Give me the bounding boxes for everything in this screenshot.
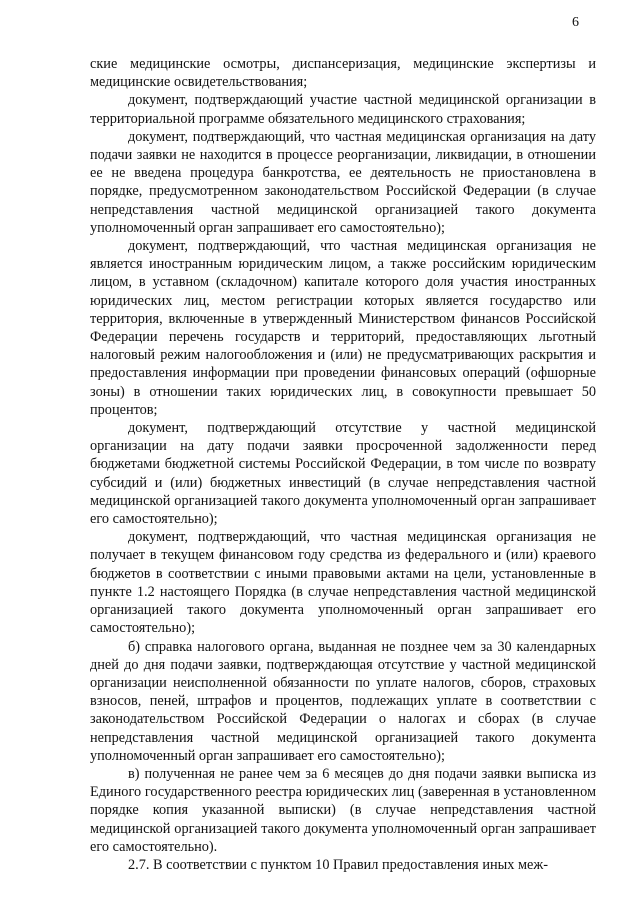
paragraph-6: документ, подтверждающий, что частная медицинская организация не получает в текущем финансовом году средства из федерального и (или) краевого бюджетов в соответствии с иными правовыми актами на цели, установленные в пункте 1.2 настоящего Порядка (в случае непредставления частной медицинской организацией такого документа уполномоченный орган запрашивает его самостоятельно); [90, 529, 596, 637]
paragraph-9: 2.7. В соответствии с пунктом 10 Правил предоставления иных меж- [128, 856, 548, 873]
paragraph-2: документ, подтверждающий участие частной медицинской организации в территориальной программе обязательного медицинского страхования; [90, 92, 596, 127]
paragraph-3: документ, подтверждающий, что частная медицинская организация на дату подачи заявки не находится в процессе реорганизации, ликвидации, в отношении ее не введена процедура банкротства, ее деятельность не приостановлена в порядке, предусмотренном законодательством Российской Федерации (в случае непредставления частной медицинской организацией такого документа уполномоченный орган запрашивает его самостоятельно); [90, 128, 596, 236]
page-number: 6 [572, 15, 579, 30]
paragraph-7: б) справка налогового органа, выданная не позднее чем за 30 календарных дней до дня подачи заявки, подтверждающая отсутствие у частной медицинской организации неисполненной обязанности по уплате налогов, сборов, страховых взносов, пеней, штрафов и процентов, подлежащих уплате в соответствии с законодательством Российской Федерации о налогах и сборах (в случае непредставления частной медицинской организацией такого документа уполномоченный орган запрашивает его самостоятельно); [90, 638, 596, 764]
paragraph-8: в) полученная не ранее чем за 6 месяцев до дня подачи заявки выписка из Единого государственного реестра юридических лиц (заверенная в установленном порядке копия указанной выписки) (в случае непредставления частной медицинской организацией такого документа уполномоченный орган запрашивает его самостоятельно). [90, 765, 596, 855]
body-text [90, 55, 596, 874]
paragraph-1: ские медицинские осмотры, диспансеризация, медицинские экспертизы и медицинские освидетельствования; [90, 56, 596, 91]
paragraph-5: документ, подтверждающий отсутствие у частной медицинской организации на дату подачи заявки просроченной задолженности перед бюджетами бюджетной системы Российской Федерации, в том числе по возврату субсидий и (или) бюджетных инвестиций (в случае непредставления частной медицинской организацией такого документа уполномоченный орган запрашивает его самостоятельно); [90, 420, 596, 528]
paragraph-4: документ, подтверждающий, что частная медицинская организация не является иностранным юридическим лицом, а также российским юридическим лицом, в уставном (складочном) капитале которого доля участия иностранных юридических лиц, местом регистрации которых является государство или территория, включенные в утвержденный Министерством финансов Российской Федерации перечень государств и территорий, предоставляющих льготный налоговый режим налогообложения и (или) не предусматривающих раскрытия и предоставления информации при проведении финансовых операций (офшорные зоны) в отношении таких юридических лиц, в совокупности превышает 50 процентов; [90, 238, 596, 418]
